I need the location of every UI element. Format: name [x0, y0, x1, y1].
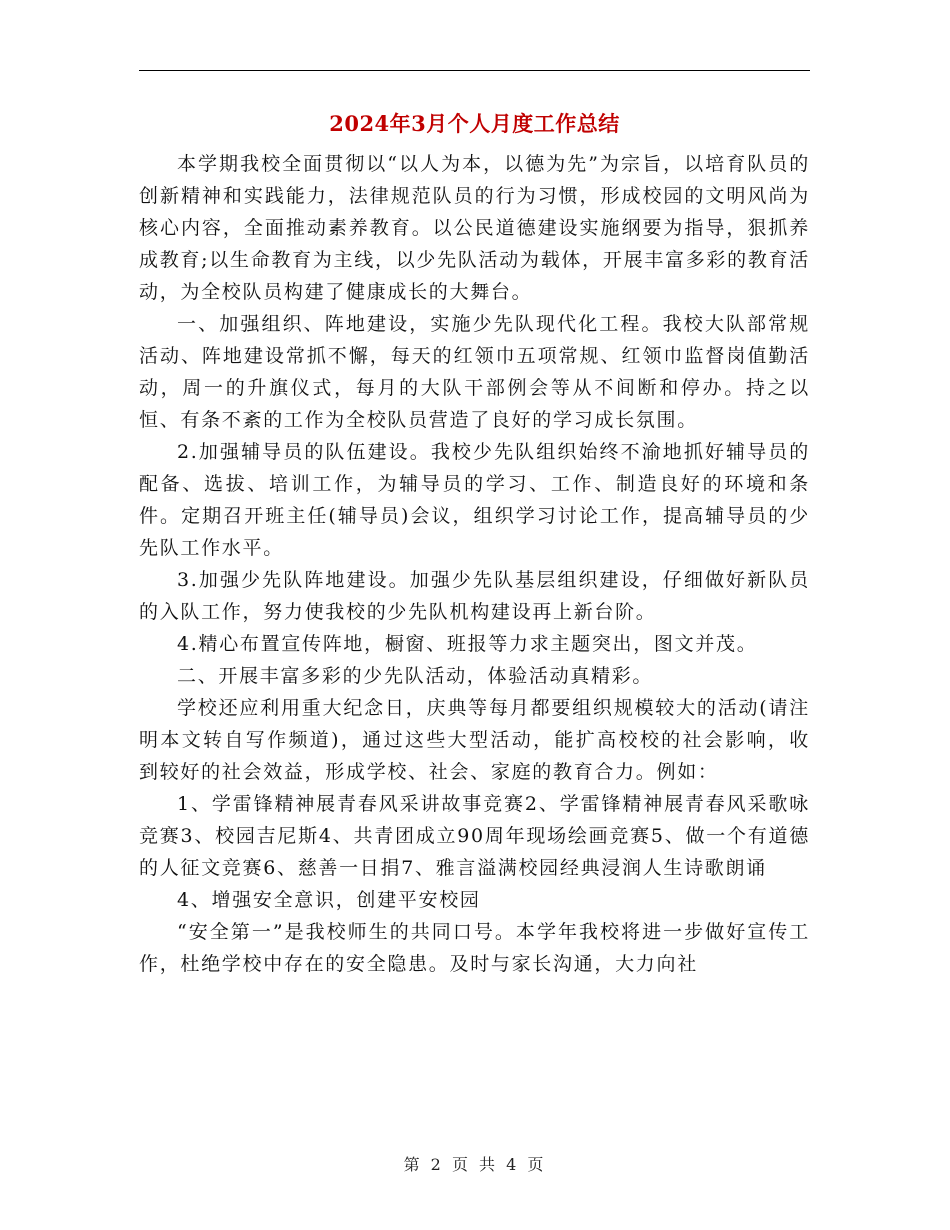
paragraph-item-2: 2.加强辅导员的队伍建设。我校少先队组织始终不渝地抓好辅导员的配备、选拔、培训工作，为辅导员的学习、工作、制造良好的环境和条件。定期召开班主任(辅导员)会议，组织学习讨论工作，提高辅导员的少先队工作水平。	[139, 441, 810, 559]
document-title: 2024年3月个人月度工作总结	[329, 111, 620, 136]
page-number: 第 2 页 共 4 页	[403, 1155, 547, 1174]
paragraph-activities: 学校还应利用重大纪念日，庆典等每月都要组织规模较大的活动(请注明本文转自写作频道)，通过这些大型活动，能扩高校校的社会影响，收到较好的社会效益，形成学校、社会、家庭的教育合力。例如：	[139, 697, 810, 783]
paragraph-section-1: 一、加强组织、阵地建设，实施少先队现代化工程。我校大队部常规活动、阵地建设常抓不懈，每天的红领巾五项常规、红领巾监督岗值勤活动，周一的升旗仪式，每月的大队干部例会等从不间断和停办。持之以恒、有条不紊的工作为全校队员营造了良好的学习成长氛围。	[139, 313, 810, 431]
paragraph-safety-heading: 4、增强安全意识，创建平安校园	[177, 889, 481, 911]
paragraph-activity-list: 1、学雷锋精神展青春风采讲故事竞赛2、学雷锋精神展青春风采歌咏竞赛3、校园吉尼斯4、共青团成立90周年现场绘画竞赛5、做一个有道德的人征文竞赛6、慈善一日捐7、雅言溢满校园经典浸润人生诗歌朗诵	[139, 793, 810, 879]
document-body	[139, 148, 810, 980]
paragraph-safety: “安全第一”是我校师生的共同口号。本学年我校将进一步做好宣传工作，杜绝学校中存在的安全隐患。及时与家长沟通，大力向社	[139, 921, 810, 975]
paragraph-item-4: 4.精心布置宣传阵地，橱窗、班报等力求主题突出，图文并茂。	[177, 633, 758, 655]
paragraph-item-3: 3.加强少先队阵地建设。加强少先队基层组织建设，仔细做好新队员的入队工作，努力使我校的少先队机构建设再上新台阶。	[139, 569, 810, 623]
paragraph-section-2: 二、开展丰富多彩的少先队活动，体验活动真精彩。	[177, 665, 654, 687]
paragraph-intro: 本学期我校全面贯彻以“以人为本，以德为先”为宗旨，以培育队员的创新精神和实践能力，法律规范队员的行为习惯，形成校园的文明风尚为核心内容，全面推动素养教育。以公民道德建设实施纲要为指导，狠抓养成教育;以生命教育为主线，以少先队活动为载体，开展丰富多彩的教育活动，为全校队员构建了健康成长的大舞台。	[139, 153, 810, 303]
header-rule	[139, 70, 810, 71]
